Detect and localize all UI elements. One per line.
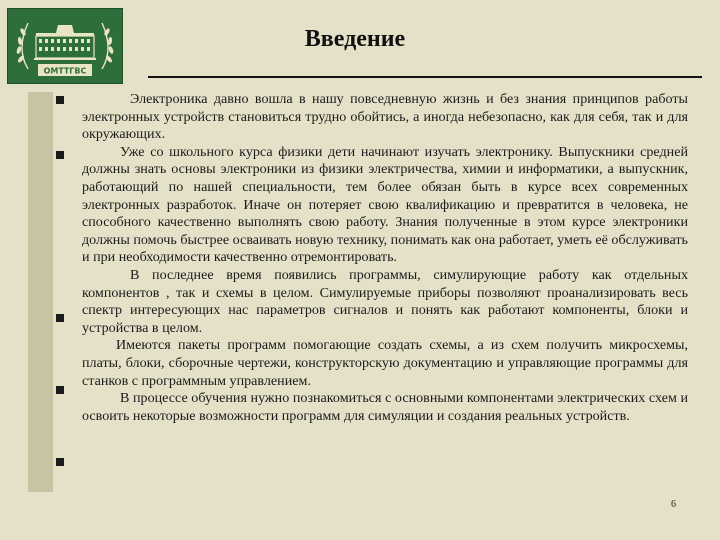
svg-text:ОМТТГВС: ОМТТГВС: [43, 66, 87, 76]
paragraph-5: В процессе обучения нужно познакомиться с основными компонентами электрических схем и освоить некоторые возможности программ для симуляции и создания реальных устройств.: [82, 390, 688, 424]
paragraph-2: Уже со школьного курса физики дети начинают изучать электронику. Выпускники средней должны знать основы электроники из физики электричества, химии и информатики, а выпускник, работающий по нашей специальности, тем более обязан быть в курсе всех современных электронных разработок. Иначе он потеряет свою квалификацию и превратится в человека, не способного качественно выполнять свою работу. Знания полученные в этом курсе электроники должны помочь быстрее осваивать новую технику, понимать как она работает, уметь её обслуживать и при необходимости качественно отремонтировать.: [82, 143, 688, 266]
slide-title: Введение: [304, 26, 406, 52]
left-decorative-strip: [28, 92, 53, 492]
title-underline: [148, 76, 702, 78]
paragraph-4: Имеются пакеты программ помогающие создать схемы, а из схем получить микросхемы, платы, блоки, сборочные чертежи, конструкторскую документацию и управляющие программы для станков с программным управлением.: [82, 337, 688, 389]
square-bullet-icon: [56, 458, 64, 466]
square-bullet-icon: [56, 386, 64, 394]
square-bullet-icon: [56, 314, 64, 322]
paragraph-3: В последнее время появились программы, симулирующие работу как отдельных компонентов , так и схемы в целом. Симулируемые приборы позволяют проанализировать весь спектр интересующих нас параметров сигналов и понять как работают компоненты, блоки и устройства в целом.: [82, 266, 688, 336]
bullet-column: [55, 0, 65, 540]
square-bullet-icon: [56, 151, 64, 159]
paragraph-1: Электроника давно вошла в нашу повседневную жизнь и без знания принципов работы электронных устройств становиться трудно обойтись, а иногда небезопасно, как для себя, так и для окружающих.: [82, 91, 688, 143]
square-bullet-icon: [56, 96, 64, 104]
institution-logo: [7, 8, 123, 84]
logo-emblem-icon: [8, 9, 122, 83]
slide-body: [82, 91, 688, 425]
page-number: 6: [671, 499, 676, 510]
